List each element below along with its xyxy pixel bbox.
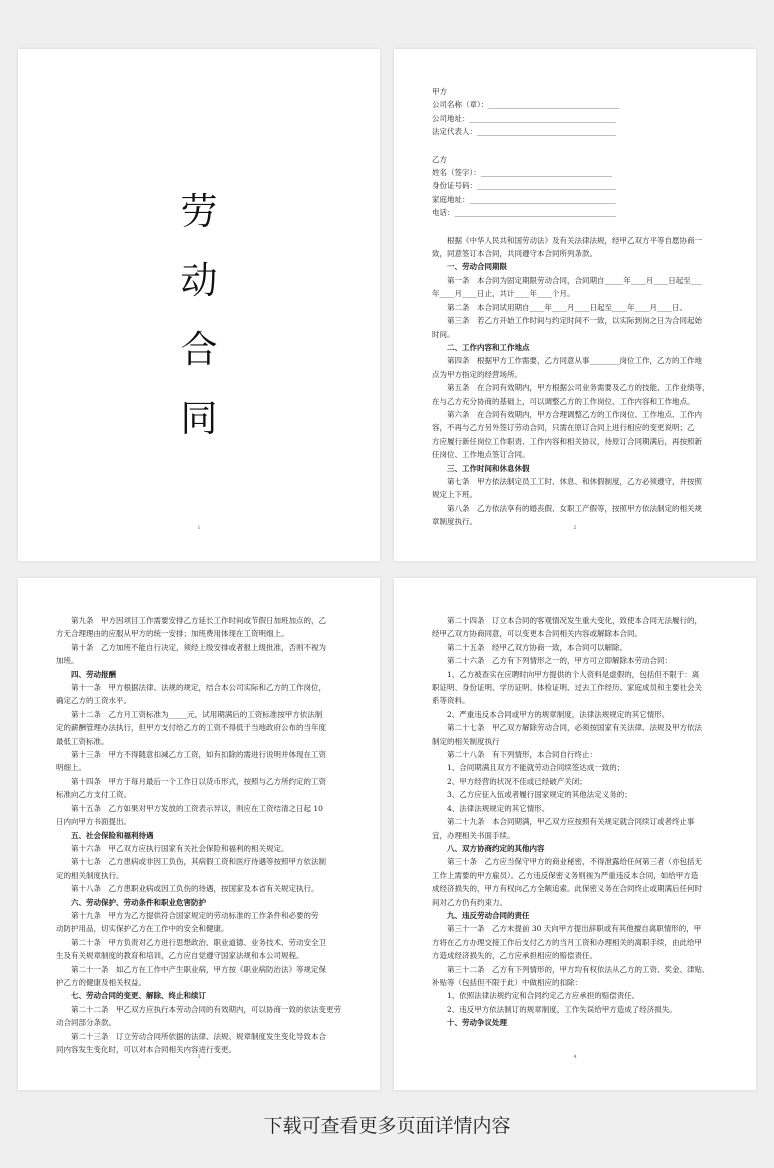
text-line: 明细上。 xyxy=(56,763,86,773)
text-line: 任岗位、工作地点签订合同。 xyxy=(432,450,530,460)
text-line: 第八条 乙方依法享有的婚丧假、女职工产假等，按照甲方依法制定的相关规 xyxy=(447,503,702,513)
page-text xyxy=(432,614,728,1030)
text-line: 根据《中华人民共和国劳动法》及有关法律法规，经甲乙双方平等自愿协商一 xyxy=(447,235,702,245)
text-line: 年____月____日止，共计____年____个月。 xyxy=(432,289,575,299)
text-line: 标准向乙方支付工资。 xyxy=(56,790,131,800)
cover-title-char: 动 xyxy=(180,259,218,302)
text-line: 日内向甲方书面提出。 xyxy=(56,817,131,827)
spacer xyxy=(432,139,728,153)
text-line: 电话：___________________________________________ xyxy=(432,208,616,218)
text-line: 2、严重违反本合同或甲方的规章制度，法律法规规定的其它情形。 xyxy=(447,709,670,719)
text-line: 第十条 乙方加班不能自行决定，须经上级安排或者报上级批准，否则不视为 xyxy=(71,642,326,652)
text-line: 第十八条 乙方患职业病或因工负伤的待遇，按国家及本省有关规定执行。 xyxy=(71,884,319,894)
page-text xyxy=(432,85,728,529)
text-line: 公司地址：_______________________________________ xyxy=(432,113,616,123)
text-line: 最低工资标准。 xyxy=(56,736,109,746)
text-line: 1、依照法律法规约定和合同约定乙方应承担的赔偿责任。 xyxy=(447,991,640,1001)
text-line: 第十二条 乙方月工资标准为_____元，试用期满后的工资标准按甲方依法制 xyxy=(71,709,323,719)
text-line: 方造成经济损失的，乙方应承担相应的赔偿责任。 xyxy=(432,951,597,961)
page-number: 4 xyxy=(573,1054,577,1060)
text-line: 姓名（签字）：___________________________________ xyxy=(432,168,612,178)
text-line: 第三十条 乙方应当保守甲方的商业秘密，不得泄露给任何第三者（亦包括无 xyxy=(447,857,702,867)
cover-title-char: 劳 xyxy=(180,190,218,233)
text-line: 第三十二条 乙方有下列情形的，甲方均有权依法从乙方的工资、奖金、津贴、 xyxy=(447,964,710,974)
text-line: 第十四条 甲方于每月最后一个工作日以货币形式，按照与乙方所约定的工资 xyxy=(71,776,326,786)
text-line: 工作上需要的甲方雇员）。乙方违反保密义务则视为严重违反本合同，如给甲方造 xyxy=(432,870,699,880)
section-heading: 一、劳动合同期限 xyxy=(447,262,507,272)
text-line: 加班。 xyxy=(56,656,79,666)
section-heading: 四、劳动报酬 xyxy=(71,669,116,679)
section-heading: 七、劳动合同的变更、解除、终止和续订 xyxy=(71,991,206,1001)
text-line: 容，不再与乙方另外签订劳动合同，只需在原订合同上进行相应的变更说明；乙 xyxy=(432,423,695,433)
page-number: 2 xyxy=(573,525,577,531)
text-line: 第七条 甲方依法制定员工工时、休息、和休假制度，乙方必须遵守，并按照 xyxy=(447,476,702,486)
text-line: 第六条 在合同有效期内，甲方合理调整乙方的工作岗位、工作地点、工作内 xyxy=(447,409,702,419)
text-line: 护乙方的健康及相关权益。 xyxy=(56,977,146,987)
page-number: 3 xyxy=(197,1054,201,1060)
text-line: 第二十三条 订立劳动合同所依据的法律、法规、规章制度发生变化导致本合 xyxy=(71,1031,326,1041)
text-line: 第二十一条 如乙方在工作中产生职业病，甲方按《职业病防治法》等规定保 xyxy=(71,964,326,974)
text-line: 第二十四条 订立本合同的客观情况发生重大变化，致使本合同无法履行的， xyxy=(447,616,702,625)
section-heading: 三、工作时间和休息休假 xyxy=(447,463,530,473)
section-heading: 二、工作内容和工作地点 xyxy=(447,342,530,352)
text-line: 4、法律法规规定的其它情形。 xyxy=(447,803,550,813)
text-line: 系等资料。 xyxy=(432,696,470,706)
text-line: 第二十九条 本合同期满，甲乙双方应按照有关规定就合同续订或者终止事 xyxy=(447,817,695,827)
text-line: 职证明、身份证明、学历证明、体检证明、过去工作经历、家庭成员和主要社会关 xyxy=(432,683,702,693)
text-line: 1、乙方被查实在应聘时向甲方提供的个人资料是虚假的，包括但不限于：离 xyxy=(447,669,700,679)
text-line: 确定乙方的工资水平。 xyxy=(56,696,131,706)
text-line: 生及有关规章制度的教育和培训，乙方应自觉遵守国家法规和本公司规程。 xyxy=(56,951,304,961)
text-line: 第十九条 甲方为乙方提供符合国家规定的劳动标准的工作条件和必要的劳 xyxy=(71,910,319,920)
section-heading: 九、违反劳动合同的责任 xyxy=(447,910,530,920)
text-line: 补贴等（包括但不限于此）中做相应的扣除： xyxy=(432,977,582,987)
text-line: 第二十六条 乙方有下列情形之一的，甲方可立即解除本劳动合同： xyxy=(447,656,672,666)
text-line: 第二十五条 经甲乙双方协商一致，本合同可以解除。 xyxy=(447,642,627,652)
cover-page xyxy=(18,49,380,561)
text-line: 同内容发生变化时，可以对本合同相关内容进行变更。 xyxy=(56,1045,236,1054)
text-line: 第九条 甲方因项目工作需要安排乙方延长工作时间或节假日加班加点的，乙 xyxy=(71,616,326,625)
text-line: 规定上下班。 xyxy=(432,490,477,500)
document-page-3 xyxy=(18,578,380,1090)
text-line: 第五条 在合同有效期内，甲方根据公司业务需要及乙方的技能、工作业绩等， xyxy=(447,383,710,393)
text-line: 方将在乙方办理交接工作后支付乙方的当月工资和办理相关的离职手续，由此给甲 xyxy=(432,937,702,947)
text-line: 第四条 根据甲方工作需要，乙方同意从事________岗位工作，乙方的工作地 xyxy=(447,356,702,366)
text-line: 第二十八条 有下列情形，本合同自行终止： xyxy=(447,750,597,760)
text-line: 第十一条 甲方根据法律、法规的规定，结合本公司实际和乙方的工作岗位， xyxy=(71,683,326,693)
text-line: 乙方 xyxy=(432,154,447,164)
section-heading: 五、社会保险和福利待遇 xyxy=(71,830,154,840)
text-line: 3、乙方应征入伍或者履行国家规定的其他法定义务的； xyxy=(447,790,632,800)
text-line: 第一条 本合同为固定期限劳动合同，合同期自_____年____月____日起至___ xyxy=(447,275,702,285)
document-page-2 xyxy=(394,49,756,561)
text-line: 家庭地址：_______________________________________ xyxy=(432,194,616,204)
text-line: 第十五条 乙方如果对甲方发放的工资表示异议，则应在工资结清之日起 10 xyxy=(71,803,323,813)
text-line: 定的相关制度执行。 xyxy=(56,870,124,880)
text-line: 第十三条 甲方不得随意扣减乙方工资，如有扣除的需进行说明并体现在工资 xyxy=(71,750,326,760)
text-line: 宜，办理相关书面手续。 xyxy=(432,830,515,840)
text-line: 第三十一条 乙方未提前 30 天向甲方提出辞职或有其他擅自离职情形的，甲 xyxy=(447,924,702,934)
text-line: 时间。 xyxy=(432,329,455,339)
download-prompt[interactable]: 下载可查看更多页面详情内容 xyxy=(263,1115,511,1137)
text-line: 第三条 若乙方开始工作时间与约定时间不一致，以实际到岗之日为合同起始 xyxy=(447,316,702,326)
text-line: 成经济损失的，甲方有权向乙方全额追索。此保密义务在合同终止或期满后任何时 xyxy=(432,884,702,894)
text-line: 身份证号码：_____________________________________ xyxy=(432,181,616,191)
cover-title-char: 同 xyxy=(180,397,218,440)
cover-title xyxy=(18,177,380,453)
text-line: 动防护用品，切实保护乙方在工作中的安全和健康。 xyxy=(56,924,229,934)
cover-title-char: 合 xyxy=(180,328,218,371)
text-line: 第二条 本合同试用期自____年____月____日起至____年____月____日。 xyxy=(447,302,687,312)
section-heading: 八、双方协商约定的其他内容 xyxy=(447,843,545,853)
text-line: 点为甲方指定的经营场所。 xyxy=(432,369,522,379)
text-line: 经甲乙双方协商同意，可以变更本合同相关内容或解除本合同。 xyxy=(432,629,642,639)
text-line: 公司名称（章）：___________________________________ xyxy=(432,100,620,110)
text-line: 法定代表人：_____________________________________ xyxy=(432,127,616,137)
text-line: 方无合理理由的应服从甲方的统一安排；加班费用体现在工资明细上。 xyxy=(56,629,289,639)
section-heading: 十、劳动争议处理 xyxy=(447,1018,507,1028)
text-line: 间对乙方仍有约束力。 xyxy=(432,897,507,907)
text-line: 第十七条 乙方患病或非因工负伤，其病假工资和医疗待遇等按照甲方依法制 xyxy=(71,857,326,867)
text-line: 定的薪酬管理办法执行，但甲方支付给乙方的工资不得低于当地政府公布的当年度 xyxy=(56,723,326,733)
text-line: 方应履行新任岗位工作职责、工作内容和相关协议，待原订合同期满后，再按照新 xyxy=(432,436,702,446)
text-line: 制定的相关制度执行 xyxy=(432,736,500,746)
text-line: 第二十条 甲方负责对乙方进行思想政治、职业道德、业务技术、劳动安全卫 xyxy=(71,937,326,947)
text-line: 致，同意签订本合同，共同遵守本合同所列条款。 xyxy=(432,249,597,259)
text-line: 第二十七条 甲乙双方解除劳动合同，必须按国家有关法律、法规及甲方依法 xyxy=(447,723,702,733)
text-line: 第十六条 甲乙双方应执行国家有关社会保险和福利的相关规定。 xyxy=(71,843,289,853)
page-text xyxy=(56,614,352,1056)
text-line: 甲方 xyxy=(432,87,447,96)
page-number: 1 xyxy=(197,525,201,531)
text-line: 第二十二条 甲乙双方应执行本劳动合同的有效期内，可以协商一致的依法变更劳 xyxy=(71,1004,341,1014)
text-line: 动合同部分条款。 xyxy=(56,1018,116,1028)
text-line: 章制度执行。 xyxy=(432,517,477,527)
text-line: 2、甲方经营的状况不佳或已经破产关闭； xyxy=(447,776,587,786)
text-line: 1、合同期满且双方不能就劳动合同续签达成一致的； xyxy=(447,763,625,773)
spacer xyxy=(432,220,728,234)
section-heading: 六、劳动保护、劳动条件和职业危害防护 xyxy=(71,897,206,907)
document-page-4 xyxy=(394,578,756,1090)
text-line: 在与乙方充分协商的基础上，可以调整乙方的工作岗位、工作内容和工作地点。 xyxy=(432,396,695,406)
text-line: 2、违反甲方依法制订的规章制度，工作失误给甲方造成了经济损失。 xyxy=(447,1004,677,1014)
